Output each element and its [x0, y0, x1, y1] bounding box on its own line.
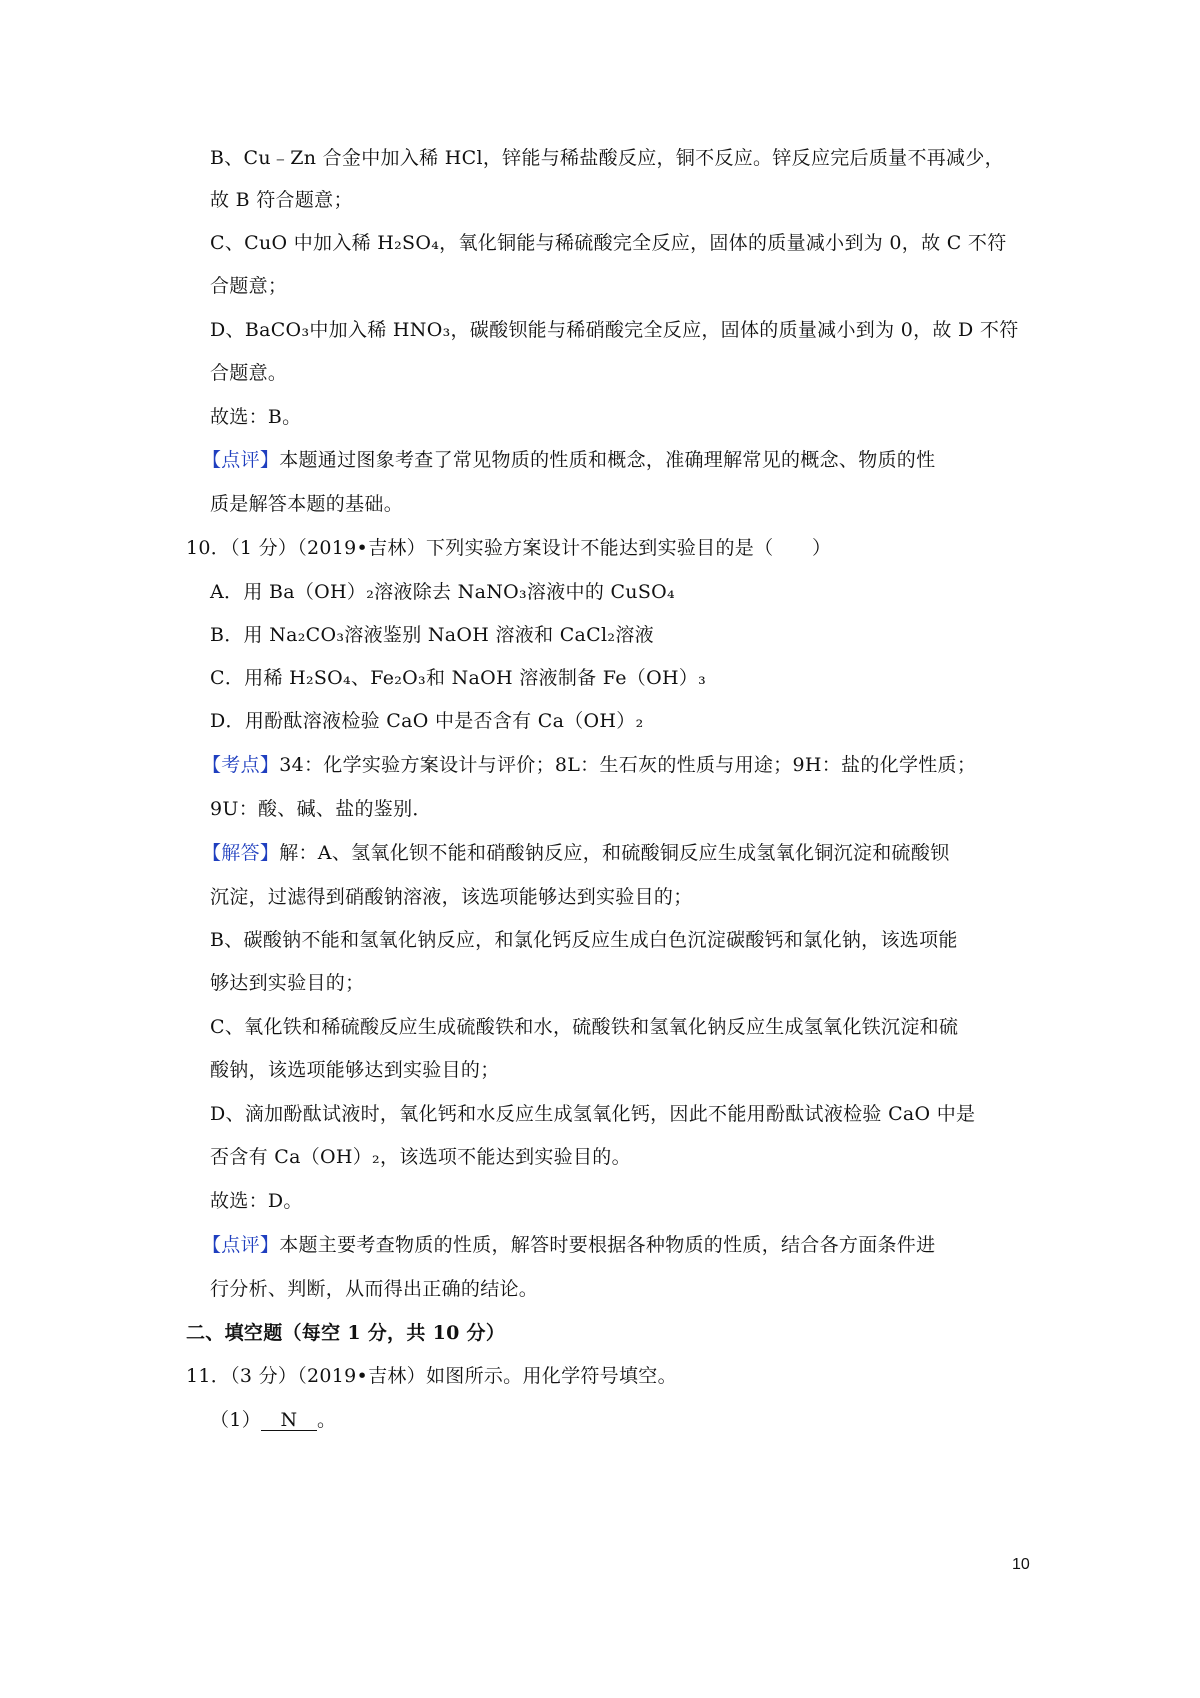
text-line: 否含有 Ca（OH）₂，该选项不能达到实验目的。	[210, 1146, 631, 1168]
kaodian-line	[202, 753, 976, 777]
review-tag: 【点评】	[202, 1234, 280, 1256]
answer-index: （1）	[210, 1409, 261, 1431]
text-line: 够达到实验目的；	[210, 972, 365, 994]
review-line	[202, 1233, 935, 1257]
question-stem: 11．（3 分）（2019•吉林）如图所示。用化学符号填空。	[186, 1365, 677, 1387]
text-line: 酸钠，该选项能够达到实验目的；	[210, 1059, 500, 1081]
text-line: 合题意。	[210, 362, 288, 384]
text-line: B、碳酸钠不能和氢氧化钠反应，和氯化钙反应生成白色沉淀碳酸钙和氯化钠，该选项能	[210, 929, 958, 951]
text-line: 故选：D。	[210, 1190, 303, 1212]
text-line: C、CuO 中加入稀 H₂SO₄，氧化铜能与稀硫酸完全反应，固体的质量减小到为 0，故 C 不符	[210, 232, 1007, 254]
text-line: 本题通过图象考查了常见物质的性质和概念，准确理解常见的概念、物质的性	[279, 449, 936, 471]
answer-end: 。	[317, 1409, 337, 1431]
text-line: 解：A、氢氧化钡不能和硝酸钠反应，和硫酸铜反应生成氢氧化铜沉淀和硫酸钡	[279, 842, 950, 864]
question-stem: 10．（1 分）（2019•吉林）下列实验方案设计不能达到实验目的是（ ）	[186, 537, 832, 559]
text-line: D、BaCO₃中加入稀 HNO₃，碳酸钡能与稀硝酸完全反应，固体的质量减小到为 0，故 D 不符	[210, 319, 1019, 341]
section-heading: 二、填空题（每空 1 分，共 10 分）	[186, 1322, 506, 1344]
option-d: D．用酚酞溶液检验 CaO 中是否含有 Ca（OH）₂	[210, 710, 644, 732]
text-line: B、Cu﹣Zn 合金中加入稀 HCl，锌能与稀盐酸反应，铜不反应。锌反应完后质量不再减少，	[210, 147, 1004, 169]
jieda-tag: 【解答】	[202, 842, 280, 864]
text-line: 本题主要考查物质的性质，解答时要根据各种物质的性质，结合各方面条件进	[279, 1234, 936, 1256]
text-line: 故选：B。	[210, 406, 302, 428]
review-tag: 【点评】	[202, 449, 280, 471]
text-line: 沉淀，过滤得到硝酸钠溶液，该选项能够达到实验目的；	[210, 886, 693, 908]
kaodian-tag: 【考点】	[202, 754, 280, 776]
page-number: 10	[1012, 1556, 1030, 1573]
text-line: C、氧化铁和稀硫酸反应生成硫酸铁和水，硫酸铁和氢氧化钠反应生成氢氧化铁沉淀和硫	[210, 1016, 959, 1038]
text-line: 9U：酸、碱、盐的鉴别．	[210, 798, 432, 820]
answer-blank: N	[261, 1410, 317, 1431]
text-line: 34：化学实验方案设计与评价；8L：生石灰的性质与用途；9H：盐的化学性质；	[279, 754, 977, 776]
text-line: 合题意；	[210, 275, 288, 297]
text-line: 质是解答本题的基础。	[210, 493, 404, 515]
text-line: D、滴加酚酞试液时，氧化钙和水反应生成氢氧化钙，因此不能用酚酞试液检验 CaO 中是	[210, 1103, 976, 1125]
jieda-line	[202, 841, 949, 865]
option-b: B．用 Na₂CO₃溶液鉴别 NaOH 溶液和 CaCl₂溶液	[210, 624, 654, 646]
text-line: 故 B 符合题意；	[210, 189, 353, 211]
option-a: A．用 Ba（OH）₂溶液除去 NaNO₃溶液中的 CuSO₄	[210, 581, 675, 603]
review-line	[202, 448, 935, 472]
text-line: 行分析、判断，从而得出正确的结论。	[210, 1278, 539, 1300]
answer-line	[210, 1408, 336, 1432]
option-c: C．用稀 H₂SO₄、Fe₂O₃和 NaOH 溶液制备 Fe（OH）₃	[210, 667, 707, 689]
